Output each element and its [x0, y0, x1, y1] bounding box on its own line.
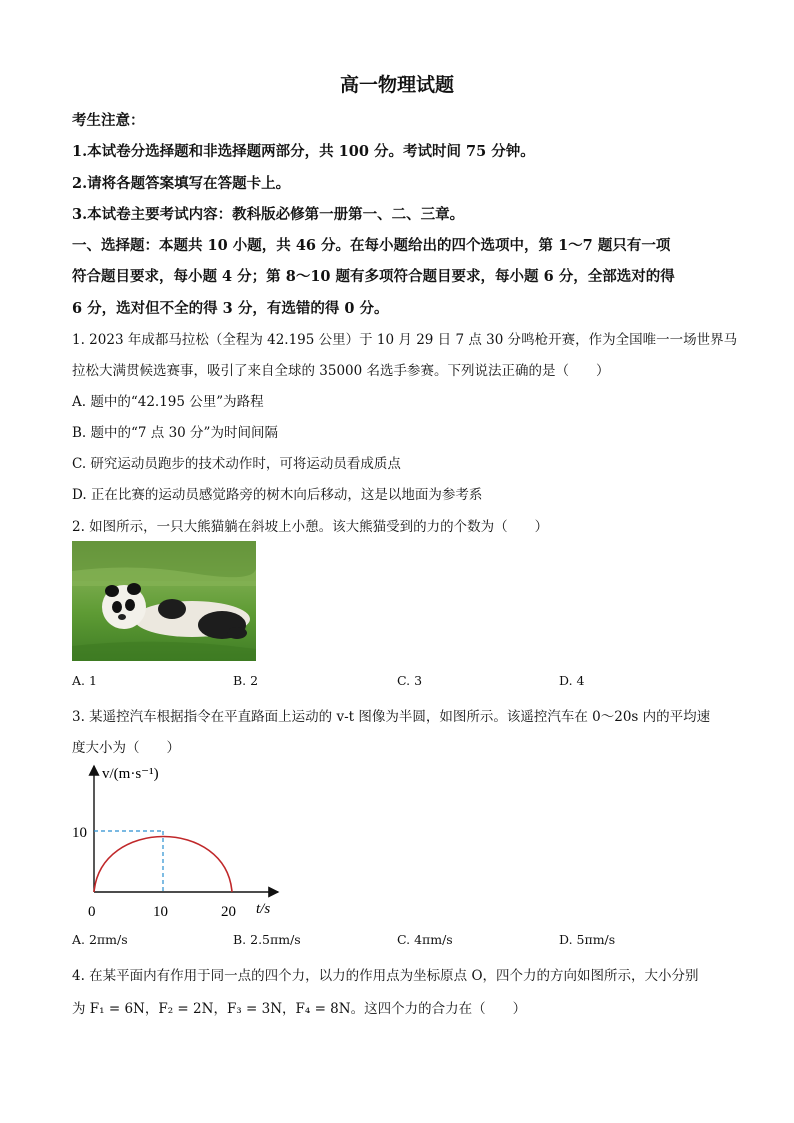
section-instructions-line-2: 符合题目要求，每小题 4 分；第 8～10 题有多项符合题目要求，每小题 6 分，全部选对的得 — [72, 268, 675, 285]
q3-option-c: C. 4πm/s — [397, 932, 453, 947]
notice-item-1: 1.本试卷分选择题和非选择题两部分，共 100 分。考试时间 75 分钟。 — [72, 143, 535, 160]
q1-stem-line-1: 1. 2023 年成都马拉松（全程为 42.195 公里）于 10 月 29 日 7 点 30 分鸣枪开赛，作为全国唯一一场世界马 — [72, 332, 738, 348]
q2-option-c: C. 3 — [397, 673, 423, 688]
q4-stem-line-1: 4. 在某平面内有作用于同一点的四个力，以力的作用点为坐标原点 O，四个力的方向如图所示，大小分别 — [72, 968, 699, 984]
q3-option-b: B. 2.5πm/s — [233, 932, 301, 947]
notice-item-2: 2.请将各题答案填写在答题卡上。 — [72, 175, 291, 192]
q2-option-a: A. 1 — [72, 673, 97, 688]
q2-option-b: B. 2 — [233, 673, 259, 688]
q3-option-d: D. 5πm/s — [559, 932, 616, 947]
panda-image — [72, 541, 256, 661]
notice-heading: 考生注意： — [72, 112, 145, 129]
vt-graph — [66, 758, 296, 923]
origin-label: 0 — [88, 904, 96, 920]
q1-stem-line-2: 拉松大满贯候选赛事，吸引了来自全球的 35000 名选手参赛。下列说法正确的是（ ） — [72, 363, 610, 379]
vt-graph-svg — [66, 758, 296, 923]
x-tick-10: 10 — [153, 904, 168, 920]
q1-option-a: A. 题中的“42.195 公里”为路程 — [72, 394, 264, 410]
q2-stem: 2. 如图所示，一只大熊猫躺在斜坡上小憩。该大熊猫受到的力的个数为（ ） — [72, 519, 549, 535]
q1-option-d: D. 正在比赛的运动员感觉路旁的树木向后移动，这是以地面为参考系 — [72, 487, 483, 503]
x-tick-20: 20 — [221, 904, 236, 920]
section-instructions-line-1: 一、选择题：本题共 10 小题，共 46 分。在每小题给出的四个选项中，第 1～7 题只有一项 — [72, 237, 671, 254]
q4-stem-line-2: 为 F₁ = 6N，F₂ = 2N，F₃ = 3N，F₄ = 8N。这四个力的合力在（ ） — [72, 1001, 527, 1017]
x-axis-label: t/s — [256, 901, 271, 917]
q1-option-b: B. 题中的“7 点 30 分”为时间间隔 — [72, 425, 278, 441]
y-tick-10: 10 — [72, 825, 87, 841]
q2-option-d: D. 4 — [559, 673, 585, 688]
section-instructions-line-3: 6 分，选对但不全的得 3 分，有选错的得 0 分。 — [72, 300, 389, 317]
panda-photo — [72, 541, 256, 661]
q1-option-c: C. 研究运动员跑步的技术动作时，可将运动员看成质点 — [72, 456, 401, 472]
q3-option-a: A. 2πm/s — [72, 932, 128, 947]
q3-stem-line-2: 度大小为（ ） — [72, 740, 180, 756]
page-title: 高一物理试题 — [339, 74, 454, 96]
q3-stem-line-1: 3. 某遥控汽车根据指令在平直路面上运动的 v-t 图像为半圆，如图所示。该遥控汽车在 0～20s 内的平均速 — [72, 709, 711, 725]
y-axis-label: v/(m·s⁻¹) — [102, 766, 159, 782]
notice-item-3: 3.本试卷主要考试内容：教科版必修第一册第一、二、三章。 — [72, 206, 465, 223]
